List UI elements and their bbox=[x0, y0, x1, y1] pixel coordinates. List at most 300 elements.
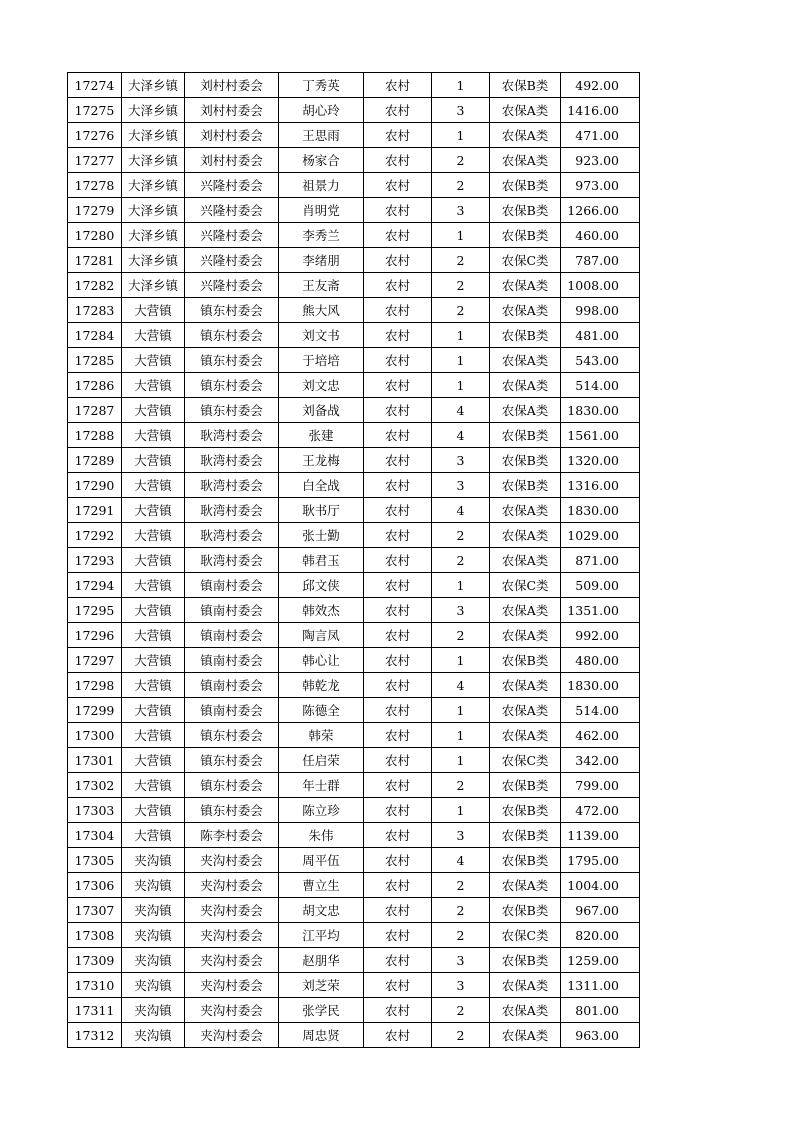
record-id-cell: 17300 bbox=[68, 723, 122, 748]
town-cell: 大泽乡镇 bbox=[122, 273, 185, 298]
town-cell: 大泽乡镇 bbox=[122, 198, 185, 223]
town-cell: 大泽乡镇 bbox=[122, 173, 185, 198]
table-row bbox=[68, 473, 640, 498]
amount-cell: 1351.00 bbox=[561, 598, 640, 623]
town-cell: 大泽乡镇 bbox=[122, 248, 185, 273]
area-type-cell: 农村 bbox=[364, 1023, 432, 1048]
area-type-cell: 农村 bbox=[364, 523, 432, 548]
household-size-cell: 1 bbox=[432, 373, 490, 398]
record-id-cell: 17292 bbox=[68, 523, 122, 548]
amount-cell: 481.00 bbox=[561, 323, 640, 348]
village-committee-cell: 兴隆村委会 bbox=[185, 173, 279, 198]
village-committee-cell: 镇南村委会 bbox=[185, 573, 279, 598]
insurance-class-cell: 农保B类 bbox=[490, 223, 561, 248]
area-type-cell: 农村 bbox=[364, 923, 432, 948]
table-row bbox=[68, 98, 640, 123]
table-row bbox=[68, 498, 640, 523]
town-cell: 大营镇 bbox=[122, 523, 185, 548]
name-cell: 刘文书 bbox=[279, 323, 364, 348]
name-cell: 丁秀英 bbox=[279, 73, 364, 98]
insurance-class-cell: 农保B类 bbox=[490, 823, 561, 848]
village-committee-cell: 夹沟村委会 bbox=[185, 873, 279, 898]
amount-cell: 1316.00 bbox=[561, 473, 640, 498]
record-id-cell: 17308 bbox=[68, 923, 122, 948]
insurance-class-cell: 农保A类 bbox=[490, 973, 561, 998]
amount-cell: 1008.00 bbox=[561, 273, 640, 298]
village-committee-cell: 陈李村委会 bbox=[185, 823, 279, 848]
area-type-cell: 农村 bbox=[364, 348, 432, 373]
name-cell: 陶言凤 bbox=[279, 623, 364, 648]
record-id-cell: 17284 bbox=[68, 323, 122, 348]
village-committee-cell: 耿湾村委会 bbox=[185, 423, 279, 448]
household-size-cell: 3 bbox=[432, 823, 490, 848]
area-type-cell: 农村 bbox=[364, 123, 432, 148]
household-size-cell: 1 bbox=[432, 573, 490, 598]
insurance-class-cell: 农保A类 bbox=[490, 148, 561, 173]
name-cell: 韩君玉 bbox=[279, 548, 364, 573]
insurance-class-cell: 农保C类 bbox=[490, 923, 561, 948]
area-type-cell: 农村 bbox=[364, 673, 432, 698]
town-cell: 大营镇 bbox=[122, 723, 185, 748]
amount-cell: 1830.00 bbox=[561, 673, 640, 698]
area-type-cell: 农村 bbox=[364, 873, 432, 898]
name-cell: 耿书厅 bbox=[279, 498, 364, 523]
name-cell: 胡文忠 bbox=[279, 898, 364, 923]
insurance-class-cell: 农保C类 bbox=[490, 573, 561, 598]
household-size-cell: 3 bbox=[432, 448, 490, 473]
village-committee-cell: 夹沟村委会 bbox=[185, 848, 279, 873]
insurance-class-cell: 农保B类 bbox=[490, 198, 561, 223]
area-type-cell: 农村 bbox=[364, 798, 432, 823]
record-id-cell: 17309 bbox=[68, 948, 122, 973]
record-id-cell: 17289 bbox=[68, 448, 122, 473]
area-type-cell: 农村 bbox=[364, 998, 432, 1023]
town-cell: 大营镇 bbox=[122, 573, 185, 598]
household-size-cell: 3 bbox=[432, 598, 490, 623]
amount-cell: 1795.00 bbox=[561, 848, 640, 873]
amount-cell: 1830.00 bbox=[561, 498, 640, 523]
name-cell: 刘备战 bbox=[279, 398, 364, 423]
insurance-class-cell: 农保B类 bbox=[490, 798, 561, 823]
name-cell: 韩乾龙 bbox=[279, 673, 364, 698]
village-committee-cell: 镇南村委会 bbox=[185, 698, 279, 723]
household-size-cell: 3 bbox=[432, 973, 490, 998]
area-type-cell: 农村 bbox=[364, 823, 432, 848]
area-type-cell: 农村 bbox=[364, 648, 432, 673]
village-committee-cell: 镇东村委会 bbox=[185, 773, 279, 798]
area-type-cell: 农村 bbox=[364, 598, 432, 623]
village-committee-cell: 镇东村委会 bbox=[185, 398, 279, 423]
amount-cell: 787.00 bbox=[561, 248, 640, 273]
village-committee-cell: 夹沟村委会 bbox=[185, 973, 279, 998]
amount-cell: 1029.00 bbox=[561, 523, 640, 548]
record-id-cell: 17281 bbox=[68, 248, 122, 273]
table-row bbox=[68, 298, 640, 323]
area-type-cell: 农村 bbox=[364, 623, 432, 648]
record-id-cell: 17277 bbox=[68, 148, 122, 173]
table-row bbox=[68, 698, 640, 723]
household-size-cell: 3 bbox=[432, 948, 490, 973]
area-type-cell: 农村 bbox=[364, 498, 432, 523]
name-cell: 曹立生 bbox=[279, 873, 364, 898]
area-type-cell: 农村 bbox=[364, 398, 432, 423]
household-size-cell: 3 bbox=[432, 473, 490, 498]
amount-cell: 1830.00 bbox=[561, 398, 640, 423]
insurance-class-cell: 农保B类 bbox=[490, 898, 561, 923]
table-row bbox=[68, 673, 640, 698]
name-cell: 周平伍 bbox=[279, 848, 364, 873]
amount-cell: 543.00 bbox=[561, 348, 640, 373]
town-cell: 夹沟镇 bbox=[122, 998, 185, 1023]
amount-cell: 1004.00 bbox=[561, 873, 640, 898]
town-cell: 大营镇 bbox=[122, 773, 185, 798]
town-cell: 大营镇 bbox=[122, 598, 185, 623]
village-committee-cell: 兴隆村委会 bbox=[185, 223, 279, 248]
household-size-cell: 3 bbox=[432, 198, 490, 223]
record-id-cell: 17301 bbox=[68, 748, 122, 773]
town-cell: 大营镇 bbox=[122, 423, 185, 448]
record-id-cell: 17285 bbox=[68, 348, 122, 373]
household-size-cell: 1 bbox=[432, 323, 490, 348]
area-type-cell: 农村 bbox=[364, 723, 432, 748]
town-cell: 夹沟镇 bbox=[122, 898, 185, 923]
record-id-cell: 17275 bbox=[68, 98, 122, 123]
household-size-cell: 1 bbox=[432, 73, 490, 98]
name-cell: 韩心让 bbox=[279, 648, 364, 673]
household-size-cell: 2 bbox=[432, 148, 490, 173]
area-type-cell: 农村 bbox=[364, 448, 432, 473]
village-committee-cell: 兴隆村委会 bbox=[185, 198, 279, 223]
village-committee-cell: 镇南村委会 bbox=[185, 648, 279, 673]
amount-cell: 1259.00 bbox=[561, 948, 640, 973]
record-id-cell: 17296 bbox=[68, 623, 122, 648]
table-row bbox=[68, 148, 640, 173]
record-id-cell: 17293 bbox=[68, 548, 122, 573]
insurance-class-cell: 农保A类 bbox=[490, 723, 561, 748]
household-size-cell: 2 bbox=[432, 523, 490, 548]
town-cell: 大营镇 bbox=[122, 698, 185, 723]
record-id-cell: 17286 bbox=[68, 373, 122, 398]
amount-cell: 923.00 bbox=[561, 148, 640, 173]
insurance-class-cell: 农保B类 bbox=[490, 73, 561, 98]
insurance-class-cell: 农保A类 bbox=[490, 373, 561, 398]
name-cell: 王龙梅 bbox=[279, 448, 364, 473]
household-size-cell: 1 bbox=[432, 348, 490, 373]
amount-cell: 1311.00 bbox=[561, 973, 640, 998]
table-row bbox=[68, 323, 640, 348]
table-row bbox=[68, 823, 640, 848]
record-id-cell: 17299 bbox=[68, 698, 122, 723]
area-type-cell: 农村 bbox=[364, 973, 432, 998]
town-cell: 夹沟镇 bbox=[122, 923, 185, 948]
table-row bbox=[68, 73, 640, 98]
table-row bbox=[68, 898, 640, 923]
town-cell: 大营镇 bbox=[122, 348, 185, 373]
insurance-class-cell: 农保A类 bbox=[490, 673, 561, 698]
town-cell: 大营镇 bbox=[122, 298, 185, 323]
household-size-cell: 2 bbox=[432, 873, 490, 898]
record-id-cell: 17302 bbox=[68, 773, 122, 798]
table-row bbox=[68, 748, 640, 773]
name-cell: 韩效杰 bbox=[279, 598, 364, 623]
area-type-cell: 农村 bbox=[364, 423, 432, 448]
name-cell: 李绪朋 bbox=[279, 248, 364, 273]
household-size-cell: 1 bbox=[432, 123, 490, 148]
area-type-cell: 农村 bbox=[364, 73, 432, 98]
amount-cell: 492.00 bbox=[561, 73, 640, 98]
area-type-cell: 农村 bbox=[364, 373, 432, 398]
name-cell: 韩荣 bbox=[279, 723, 364, 748]
table-row bbox=[68, 173, 640, 198]
area-type-cell: 农村 bbox=[364, 248, 432, 273]
amount-cell: 460.00 bbox=[561, 223, 640, 248]
household-size-cell: 4 bbox=[432, 673, 490, 698]
amount-cell: 973.00 bbox=[561, 173, 640, 198]
amount-cell: 480.00 bbox=[561, 648, 640, 673]
amount-cell: 871.00 bbox=[561, 548, 640, 573]
name-cell: 白全战 bbox=[279, 473, 364, 498]
table-row bbox=[68, 798, 640, 823]
village-committee-cell: 镇东村委会 bbox=[185, 748, 279, 773]
insurance-class-cell: 农保A类 bbox=[490, 873, 561, 898]
village-committee-cell: 夹沟村委会 bbox=[185, 923, 279, 948]
town-cell: 大营镇 bbox=[122, 623, 185, 648]
record-id-cell: 17282 bbox=[68, 273, 122, 298]
table-row bbox=[68, 448, 640, 473]
name-cell: 年士群 bbox=[279, 773, 364, 798]
insurance-class-cell: 农保A类 bbox=[490, 298, 561, 323]
town-cell: 夹沟镇 bbox=[122, 1023, 185, 1048]
village-committee-cell: 刘村村委会 bbox=[185, 98, 279, 123]
town-cell: 大泽乡镇 bbox=[122, 223, 185, 248]
household-size-cell: 2 bbox=[432, 773, 490, 798]
insurance-class-cell: 农保A类 bbox=[490, 598, 561, 623]
table-row bbox=[68, 123, 640, 148]
name-cell: 周忠贤 bbox=[279, 1023, 364, 1048]
amount-cell: 963.00 bbox=[561, 1023, 640, 1048]
table-row bbox=[68, 648, 640, 673]
table-row bbox=[68, 623, 640, 648]
village-committee-cell: 镇东村委会 bbox=[185, 298, 279, 323]
name-cell: 肖明党 bbox=[279, 198, 364, 223]
name-cell: 刘文忠 bbox=[279, 373, 364, 398]
village-committee-cell: 耿湾村委会 bbox=[185, 473, 279, 498]
town-cell: 大营镇 bbox=[122, 398, 185, 423]
household-size-cell: 4 bbox=[432, 848, 490, 873]
area-type-cell: 农村 bbox=[364, 173, 432, 198]
town-cell: 大泽乡镇 bbox=[122, 98, 185, 123]
name-cell: 王友斋 bbox=[279, 273, 364, 298]
table-row bbox=[68, 523, 640, 548]
village-committee-cell: 夹沟村委会 bbox=[185, 898, 279, 923]
area-type-cell: 农村 bbox=[364, 298, 432, 323]
record-id-cell: 17291 bbox=[68, 498, 122, 523]
household-size-cell: 2 bbox=[432, 1023, 490, 1048]
table-row bbox=[68, 1023, 640, 1048]
name-cell: 张学民 bbox=[279, 998, 364, 1023]
amount-cell: 1266.00 bbox=[561, 198, 640, 223]
area-type-cell: 农村 bbox=[364, 323, 432, 348]
area-type-cell: 农村 bbox=[364, 698, 432, 723]
town-cell: 大营镇 bbox=[122, 823, 185, 848]
record-id-cell: 17310 bbox=[68, 973, 122, 998]
record-id-cell: 17276 bbox=[68, 123, 122, 148]
town-cell: 夹沟镇 bbox=[122, 848, 185, 873]
table-row bbox=[68, 248, 640, 273]
record-id-cell: 17287 bbox=[68, 398, 122, 423]
area-type-cell: 农村 bbox=[364, 223, 432, 248]
record-id-cell: 17306 bbox=[68, 873, 122, 898]
village-committee-cell: 耿湾村委会 bbox=[185, 448, 279, 473]
household-size-cell: 2 bbox=[432, 248, 490, 273]
name-cell: 祖景力 bbox=[279, 173, 364, 198]
area-type-cell: 农村 bbox=[364, 548, 432, 573]
town-cell: 大泽乡镇 bbox=[122, 73, 185, 98]
record-id-cell: 17304 bbox=[68, 823, 122, 848]
name-cell: 陈立珍 bbox=[279, 798, 364, 823]
name-cell: 王思雨 bbox=[279, 123, 364, 148]
name-cell: 江平均 bbox=[279, 923, 364, 948]
amount-cell: 471.00 bbox=[561, 123, 640, 148]
village-committee-cell: 镇东村委会 bbox=[185, 323, 279, 348]
table-row bbox=[68, 573, 640, 598]
village-committee-cell: 镇东村委会 bbox=[185, 723, 279, 748]
area-type-cell: 农村 bbox=[364, 948, 432, 973]
name-cell: 李秀兰 bbox=[279, 223, 364, 248]
town-cell: 大营镇 bbox=[122, 498, 185, 523]
table-row bbox=[68, 348, 640, 373]
amount-cell: 1561.00 bbox=[561, 423, 640, 448]
insurance-class-cell: 农保A类 bbox=[490, 498, 561, 523]
insurance-class-cell: 农保A类 bbox=[490, 98, 561, 123]
town-cell: 大营镇 bbox=[122, 548, 185, 573]
amount-cell: 342.00 bbox=[561, 748, 640, 773]
table-row bbox=[68, 598, 640, 623]
record-id-cell: 17311 bbox=[68, 998, 122, 1023]
name-cell: 张士勤 bbox=[279, 523, 364, 548]
insurance-class-cell: 农保A类 bbox=[490, 698, 561, 723]
name-cell: 杨家合 bbox=[279, 148, 364, 173]
record-id-cell: 17279 bbox=[68, 198, 122, 223]
town-cell: 大营镇 bbox=[122, 648, 185, 673]
town-cell: 大营镇 bbox=[122, 798, 185, 823]
name-cell: 任启荣 bbox=[279, 748, 364, 773]
table-row bbox=[68, 223, 640, 248]
record-id-cell: 17274 bbox=[68, 73, 122, 98]
name-cell: 张建 bbox=[279, 423, 364, 448]
village-committee-cell: 夹沟村委会 bbox=[185, 998, 279, 1023]
table-row bbox=[68, 773, 640, 798]
amount-cell: 998.00 bbox=[561, 298, 640, 323]
record-id-cell: 17280 bbox=[68, 223, 122, 248]
household-size-cell: 2 bbox=[432, 548, 490, 573]
name-cell: 陈德全 bbox=[279, 698, 364, 723]
record-id-cell: 17298 bbox=[68, 673, 122, 698]
household-size-cell: 4 bbox=[432, 498, 490, 523]
insurance-class-cell: 农保A类 bbox=[490, 548, 561, 573]
table-body bbox=[68, 73, 640, 1048]
amount-cell: 801.00 bbox=[561, 998, 640, 1023]
insurance-class-cell: 农保B类 bbox=[490, 448, 561, 473]
household-size-cell: 3 bbox=[432, 98, 490, 123]
area-type-cell: 农村 bbox=[364, 748, 432, 773]
village-committee-cell: 镇东村委会 bbox=[185, 348, 279, 373]
record-id-cell: 17278 bbox=[68, 173, 122, 198]
record-id-cell: 17297 bbox=[68, 648, 122, 673]
insurance-class-cell: 农保B类 bbox=[490, 473, 561, 498]
village-committee-cell: 刘村村委会 bbox=[185, 148, 279, 173]
name-cell: 邱文侠 bbox=[279, 573, 364, 598]
name-cell: 于培培 bbox=[279, 348, 364, 373]
household-size-cell: 2 bbox=[432, 273, 490, 298]
town-cell: 大营镇 bbox=[122, 473, 185, 498]
insurance-class-cell: 农保A类 bbox=[490, 623, 561, 648]
table-row bbox=[68, 273, 640, 298]
village-committee-cell: 刘村村委会 bbox=[185, 73, 279, 98]
household-size-cell: 4 bbox=[432, 398, 490, 423]
town-cell: 大泽乡镇 bbox=[122, 123, 185, 148]
town-cell: 大营镇 bbox=[122, 748, 185, 773]
insurance-class-cell: 农保A类 bbox=[490, 123, 561, 148]
village-committee-cell: 镇南村委会 bbox=[185, 623, 279, 648]
household-size-cell: 1 bbox=[432, 798, 490, 823]
insurance-class-cell: 农保B类 bbox=[490, 773, 561, 798]
household-size-cell: 2 bbox=[432, 923, 490, 948]
area-type-cell: 农村 bbox=[364, 148, 432, 173]
village-committee-cell: 镇南村委会 bbox=[185, 673, 279, 698]
area-type-cell: 农村 bbox=[364, 273, 432, 298]
amount-cell: 509.00 bbox=[561, 573, 640, 598]
household-size-cell: 1 bbox=[432, 223, 490, 248]
household-size-cell: 4 bbox=[432, 423, 490, 448]
area-type-cell: 农村 bbox=[364, 773, 432, 798]
town-cell: 大营镇 bbox=[122, 323, 185, 348]
insurance-class-cell: 农保B类 bbox=[490, 423, 561, 448]
record-id-cell: 17290 bbox=[68, 473, 122, 498]
record-id-cell: 17305 bbox=[68, 848, 122, 873]
amount-cell: 1320.00 bbox=[561, 448, 640, 473]
record-id-cell: 17303 bbox=[68, 798, 122, 823]
area-type-cell: 农村 bbox=[364, 98, 432, 123]
insurance-class-cell: 农保B类 bbox=[490, 323, 561, 348]
data-table bbox=[67, 72, 640, 1048]
area-type-cell: 农村 bbox=[364, 573, 432, 598]
village-committee-cell: 镇东村委会 bbox=[185, 373, 279, 398]
area-type-cell: 农村 bbox=[364, 848, 432, 873]
village-committee-cell: 耿湾村委会 bbox=[185, 523, 279, 548]
village-committee-cell: 镇南村委会 bbox=[185, 598, 279, 623]
amount-cell: 472.00 bbox=[561, 798, 640, 823]
village-committee-cell: 刘村村委会 bbox=[185, 123, 279, 148]
table-row bbox=[68, 848, 640, 873]
amount-cell: 992.00 bbox=[561, 623, 640, 648]
household-size-cell: 1 bbox=[432, 698, 490, 723]
town-cell: 大泽乡镇 bbox=[122, 148, 185, 173]
table-row bbox=[68, 923, 640, 948]
amount-cell: 462.00 bbox=[561, 723, 640, 748]
amount-cell: 820.00 bbox=[561, 923, 640, 948]
village-committee-cell: 镇东村委会 bbox=[185, 798, 279, 823]
household-size-cell: 2 bbox=[432, 298, 490, 323]
table-row bbox=[68, 948, 640, 973]
insurance-class-cell: 农保B类 bbox=[490, 948, 561, 973]
town-cell: 夹沟镇 bbox=[122, 873, 185, 898]
town-cell: 大营镇 bbox=[122, 448, 185, 473]
household-size-cell: 2 bbox=[432, 898, 490, 923]
insurance-class-cell: 农保B类 bbox=[490, 648, 561, 673]
insurance-class-cell: 农保A类 bbox=[490, 1023, 561, 1048]
name-cell: 赵朋华 bbox=[279, 948, 364, 973]
